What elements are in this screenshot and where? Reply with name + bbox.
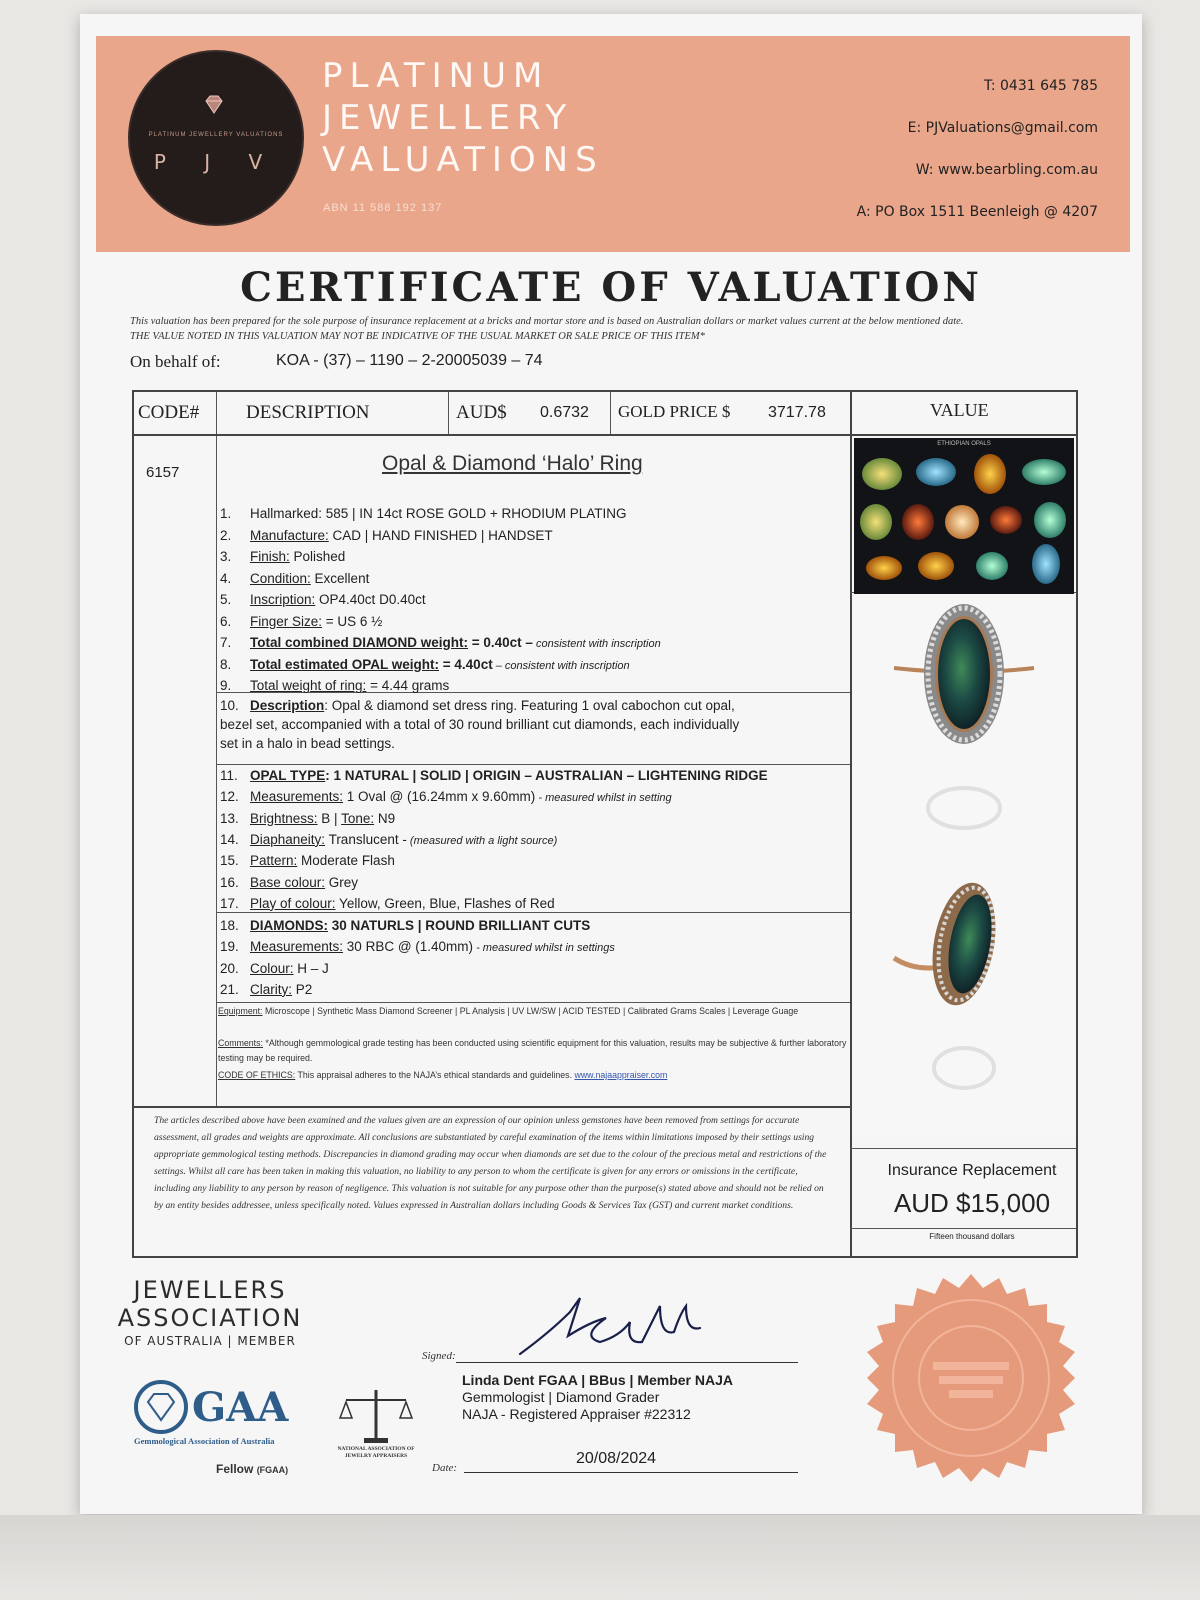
spec-number: 1. <box>220 506 232 521</box>
equipment-label: Equipment: <box>218 1006 263 1016</box>
ethics-label: CODE OF ETHICS: <box>218 1070 296 1080</box>
spec-line <box>220 961 329 976</box>
spec-label: Diaphaneity: <box>250 831 326 847</box>
spec-line <box>220 982 312 997</box>
col-gold-label: GOLD PRICE $ <box>618 402 731 421</box>
spec-number: 12. <box>220 789 239 805</box>
spec-note: (measured with a light source) <box>406 834 558 847</box>
spec-label: DIAMONDS: <box>250 918 328 933</box>
spec-text: OP4.40ct D0.40ct <box>315 592 426 607</box>
opal-chart-title: ETHIOPIAN OPALS <box>937 441 991 447</box>
spec-label: Total weight of ring: <box>250 678 367 693</box>
wax-seal-image <box>865 1272 1077 1484</box>
description-block <box>220 696 750 753</box>
gaa-logo <box>134 1380 314 1446</box>
aud-rate: 0.6732 <box>540 404 589 421</box>
valuation-table <box>132 390 1078 1258</box>
spec-line <box>220 789 672 804</box>
phone: T: 0431 645 785 <box>983 78 1098 94</box>
spec-text: Hallmarked: 585 | IN 14ct ROSE GOLD + RHODIUM PLATING <box>250 506 627 521</box>
brand-line-2: JEWELLERY <box>322 98 574 138</box>
spec-label: Tone: <box>341 810 375 826</box>
spec-text: = 0.40ct – <box>468 635 533 650</box>
spec-label: Base colour: <box>250 874 326 890</box>
spec-line <box>220 811 395 826</box>
signer-registration: NAJA - Registered Appraiser #22312 <box>462 1406 691 1422</box>
spec-text: Polished <box>289 549 346 564</box>
spec-number: 8. <box>220 656 232 672</box>
item-title: Opal & Diamond ‘Halo’ Ring <box>382 452 643 475</box>
jewellers-association-logo <box>80 1276 340 1348</box>
spec-line <box>220 614 382 629</box>
spec-label: Total estimated OPAL weight: <box>250 656 440 672</box>
logo-initials: P J V <box>153 150 279 174</box>
spec-text: = US 6 ½ <box>322 613 383 629</box>
spec-text: = 4.44 grams <box>366 678 450 693</box>
wall-background <box>0 1515 1200 1600</box>
description-text: : Opal & diamond set dress ring. Featuring 1 oval cabochon cut opal, bezel set, accompanied with a total of 30 round brilliant cut diamonds, each individually set in a halo in bead settings. <box>220 698 740 751</box>
spec-text: 30 NATURLS | ROUND BRILLIANT CUTS <box>328 918 591 933</box>
spec-label: Manufacture: <box>250 527 329 543</box>
spec-text: B | <box>317 810 342 826</box>
signer-name: Linda Dent FGAA | BBus | Member NAJA <box>462 1372 734 1388</box>
spec-number: 9. <box>220 678 232 693</box>
naja-link[interactable]: www.najaappraiser.com <box>574 1070 668 1080</box>
abn: ABN 11 588 192 137 <box>323 202 443 214</box>
col-description: DESCRIPTION <box>246 402 370 423</box>
col-aud-label: AUD$ <box>456 402 507 423</box>
diamond-icon <box>202 92 226 116</box>
comments-text: *Although gemmological grade testing has been conducted using scientific equipment for this valuation, results may be subjective & further laboratory testing may be required. <box>218 1038 847 1063</box>
spec-number: 4. <box>220 570 232 586</box>
spec-text: Translucent - <box>325 831 407 847</box>
insurance-label: Insurance Replacement <box>887 1162 1057 1179</box>
spec-label: Pattern: <box>250 853 298 869</box>
spec-number: 6. <box>220 613 232 629</box>
spec-label: Measurements: <box>250 939 344 955</box>
spec-line <box>220 528 553 543</box>
ethics-block <box>218 1068 848 1083</box>
spec-number: 20. <box>220 960 239 976</box>
spec-text: Excellent <box>310 570 370 586</box>
spec-line <box>220 875 358 890</box>
naja-logo <box>330 1386 422 1476</box>
disclaimer-line-2: THE VALUE NOTED IN THIS VALUATION MAY NOT BE INDICATIVE OF THE USUAL MARKET OR SALE PRICE OF THIS ITEM* <box>130 331 705 342</box>
spec-text: H – J <box>293 960 329 976</box>
date-label: Date: <box>432 1462 458 1474</box>
header-banner <box>96 36 1130 252</box>
disclaimer-line-1: This valuation has been prepared for the sole purpose of insurance replacement at a bricks and mortar store and is based on Australian dollars or market values current at the below mentioned date. <box>130 316 964 327</box>
col-code: CODE# <box>138 402 200 423</box>
spec-label: Colour: <box>250 960 294 976</box>
spec-number: 21. <box>220 981 239 997</box>
spec-text: : 1 NATURAL | SOLID | ORIGIN – AUSTRALIAN – LIGHTENING RIDGE <box>325 768 768 783</box>
spec-label: Play of colour: <box>250 895 336 911</box>
spec-line <box>220 896 555 911</box>
signature-image <box>510 1292 710 1366</box>
spec-line <box>220 832 557 847</box>
spec-text: P2 <box>292 981 313 997</box>
insurance-value: AUD $15,000 <box>893 1188 1051 1218</box>
spec-label: Condition: <box>250 570 311 586</box>
on-behalf-label: On behalf of: <box>130 352 221 371</box>
address: A: PO Box 1511 Beenleigh @ 4207 <box>856 204 1098 220</box>
legal-disclaimer: The articles described above have been examined and the values given are an expression of our opinion unless gemstones have been removed from settings for accurate assessment, all grades and weights are approximate. All conclusions are substantiated by careful examination of the items within limitations imposed by their settings using appropriate gemmological testing methods. Discrepancies in diamond grading may occur when diamonds are set due to the colour of the precious metal and restrictions of the settings. Whilst all care has been taken in making this valuation, no liability to any person to whom the certificate is given for any errors or omissions in the certificate, including any liability to any person by reason of negligence. This valuation is not suitable for any purpose other than the purpose(s) stated above and should not be relied on by an entity besides addressee, unless specifically noted. Values expressed in Australian dollars including Goods & Services Tax (GST) and current market conditions. <box>154 1115 827 1211</box>
spec-number: 13. <box>220 810 239 826</box>
logo-ring-text: PLATINUM JEWELLERY VALUATIONS <box>148 132 284 138</box>
spec-text: 30 RBC @ (1.40mm) <box>343 939 474 955</box>
website[interactable]: W: www.bearbling.com.au <box>915 162 1098 178</box>
gaa-subtitle: Gemmological Association of Australia <box>134 1436 275 1446</box>
spec-number: 7. <box>220 635 232 650</box>
signed-label: Signed: <box>422 1350 456 1362</box>
spec-line <box>220 549 345 564</box>
col-value: VALUE <box>930 400 989 420</box>
spec-text: Yellow, Green, Blue, Flashes of Red <box>335 895 555 911</box>
spec-label: Finger Size: <box>250 613 323 629</box>
spec-label: Measurements: <box>250 789 344 805</box>
item-code: 6157 <box>146 464 180 481</box>
opal-reference-chart <box>854 438 1074 594</box>
spec-text: 1 Oval @ (16.24mm x 9.60mm) <box>343 789 536 805</box>
spec-note: consistent with inscription <box>532 638 661 650</box>
spec-line <box>220 768 768 783</box>
jaa-line-2: ASSOCIATION <box>117 1304 303 1332</box>
signer-role: Gemmologist | Diamond Grader <box>462 1389 660 1405</box>
gold-price: 3717.78 <box>768 404 826 421</box>
ring-photo <box>854 598 1074 1138</box>
spec-number: 3. <box>220 549 232 564</box>
spec-number: 19. <box>220 939 239 955</box>
brand-line-3: VALUATIONS <box>322 140 604 180</box>
spec-label: Inscription: <box>250 592 316 607</box>
spec-label: Brightness: <box>250 810 318 826</box>
opal-ring-image <box>854 598 1074 1138</box>
insurance-words: Fifteen thousand dollars <box>929 1232 1015 1241</box>
spec-line <box>220 635 661 650</box>
spec-label: Total combined DIAMOND weight: <box>250 635 468 650</box>
spec-number: 5. <box>220 592 232 607</box>
spec-line <box>220 853 395 868</box>
gaa-text: GAA <box>192 1384 289 1431</box>
fellow-text: Fellow <box>216 1462 254 1476</box>
spec-line <box>220 592 426 607</box>
naja-text: NATIONAL ASSOCIATION OF JEWELRY APPRAISERS <box>337 1446 415 1459</box>
date-value: 20/08/2024 <box>576 1450 657 1467</box>
spec-line <box>220 678 449 693</box>
scales-of-justice-icon <box>336 1386 416 1446</box>
spec-number: 2. <box>220 527 232 543</box>
spec-line <box>220 918 590 933</box>
email[interactable]: E: PJValuations@gmail.com <box>907 120 1098 136</box>
spec-note: - measured whilst in settings <box>473 942 615 955</box>
spec-label: Finish: <box>250 549 290 564</box>
spec-label: OPAL TYPE <box>250 768 326 783</box>
ethics-text: This appraisal adheres to the NAJA’s ethical standards and guidelines. <box>295 1070 575 1080</box>
spec-number: 15. <box>220 853 239 869</box>
gaa-diamond-icon <box>134 1380 188 1434</box>
spec-number: 14. <box>220 831 239 847</box>
spec-line <box>220 506 626 521</box>
spec-text: CAD | HAND FINISHED | HANDSET <box>328 527 553 543</box>
spec-line <box>220 571 369 586</box>
spec-note: - measured whilst in setting <box>535 792 672 805</box>
equipment-text: Microscope | Synthetic Mass Diamond Screener | PL Analysis | UV LW/SW | ACID TESTED | Calibrated Grams Scales | Leverage Guage <box>262 1006 799 1016</box>
fellow-abbr: (FGAA) <box>256 1465 289 1475</box>
brand-line-1: PLATINUM <box>322 56 550 96</box>
spec-label: Clarity: <box>250 981 293 997</box>
fellow-label <box>216 1462 288 1476</box>
opal-gems-image <box>854 438 1074 594</box>
spec-text: Moderate Flash <box>297 853 395 869</box>
spec-text: = 4.40ct <box>439 656 493 672</box>
equipment-block <box>218 1004 848 1019</box>
jaa-line-1: JEWELLERS <box>133 1276 287 1304</box>
certificate-title: CERTIFICATE OF VALUATION <box>240 264 982 311</box>
comments-label: Comments: <box>218 1038 263 1048</box>
spec-line <box>220 939 615 954</box>
spec-line <box>220 657 630 672</box>
spec-number: 11. <box>220 768 238 783</box>
on-behalf-value: KOA - (37) – 1190 – 2-20005039 – 74 <box>276 352 543 369</box>
spec-number: 18. <box>220 918 239 933</box>
spec-number: 16. <box>220 874 239 890</box>
comments-block <box>218 1036 848 1066</box>
certificate-page <box>80 14 1142 1514</box>
description-label: Description <box>250 698 325 713</box>
pjv-logo <box>128 50 304 226</box>
description-num: 10. <box>220 698 239 713</box>
spec-number: 17. <box>220 895 239 911</box>
spec-text: N9 <box>374 810 396 826</box>
spec-text: Grey <box>325 874 359 890</box>
spec-note: – consistent with inscription <box>492 659 630 672</box>
jaa-line-3: OF AUSTRALIA | MEMBER <box>124 1334 296 1348</box>
